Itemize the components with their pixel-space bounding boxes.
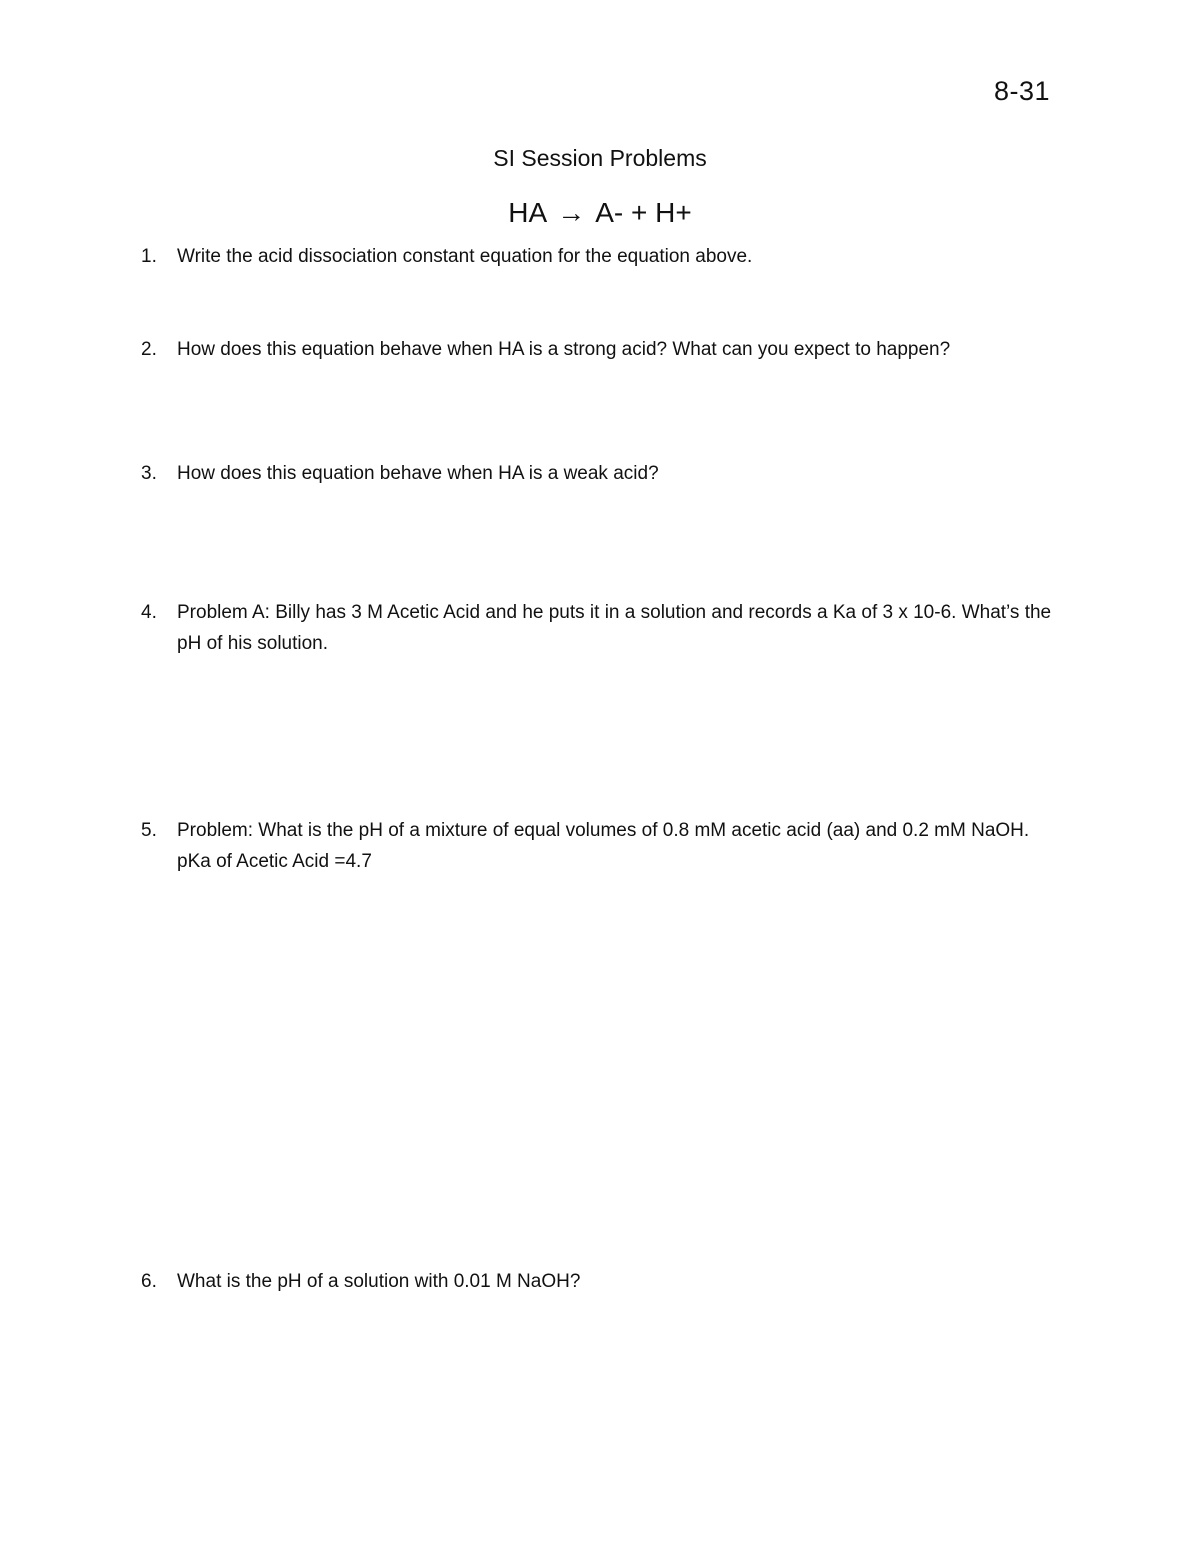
question-text: How does this equation behave when HA is a strong acid? What can you expect to happen? xyxy=(177,339,951,360)
question-number: 3. xyxy=(141,463,157,484)
question-text: Problem: What is the pH of a mixture of equal volumes of 0.8 mM acetic acid (aa) and 0.2 mM NaOH. pKa of Acetic Acid =4.7 xyxy=(177,820,1030,872)
question-number: 1. xyxy=(141,246,157,267)
question-item xyxy=(141,815,1061,877)
question-text: Problem A: Billy has 3 M Acetic Acid and he puts it in a solution and records a Ka of 3 x 10-6. What’s the pH of his solution. xyxy=(177,602,1052,654)
page-title: SI Session Problems xyxy=(493,145,707,171)
question-item xyxy=(141,597,1061,659)
equation-products: A- + H+ xyxy=(595,197,692,228)
equation-reactant: HA xyxy=(508,197,548,228)
question-item xyxy=(141,1266,1061,1297)
question-item xyxy=(141,241,1061,272)
question-item xyxy=(141,334,1061,365)
chemical-equation xyxy=(0,197,1200,229)
question-item xyxy=(141,458,1061,489)
page-number: 8-31 xyxy=(993,76,1050,106)
question-number: 6. xyxy=(141,1271,157,1292)
reaction-arrow-icon: → xyxy=(557,197,586,228)
question-number: 2. xyxy=(141,339,157,360)
question-text: What is the pH of a solution with 0.01 M NaOH? xyxy=(177,1271,581,1292)
question-text: How does this equation behave when HA is a weak acid? xyxy=(177,463,659,484)
question-text: Write the acid dissociation constant equation for the equation above. xyxy=(177,246,753,267)
question-number: 4. xyxy=(141,602,157,623)
question-number: 5. xyxy=(141,820,157,841)
